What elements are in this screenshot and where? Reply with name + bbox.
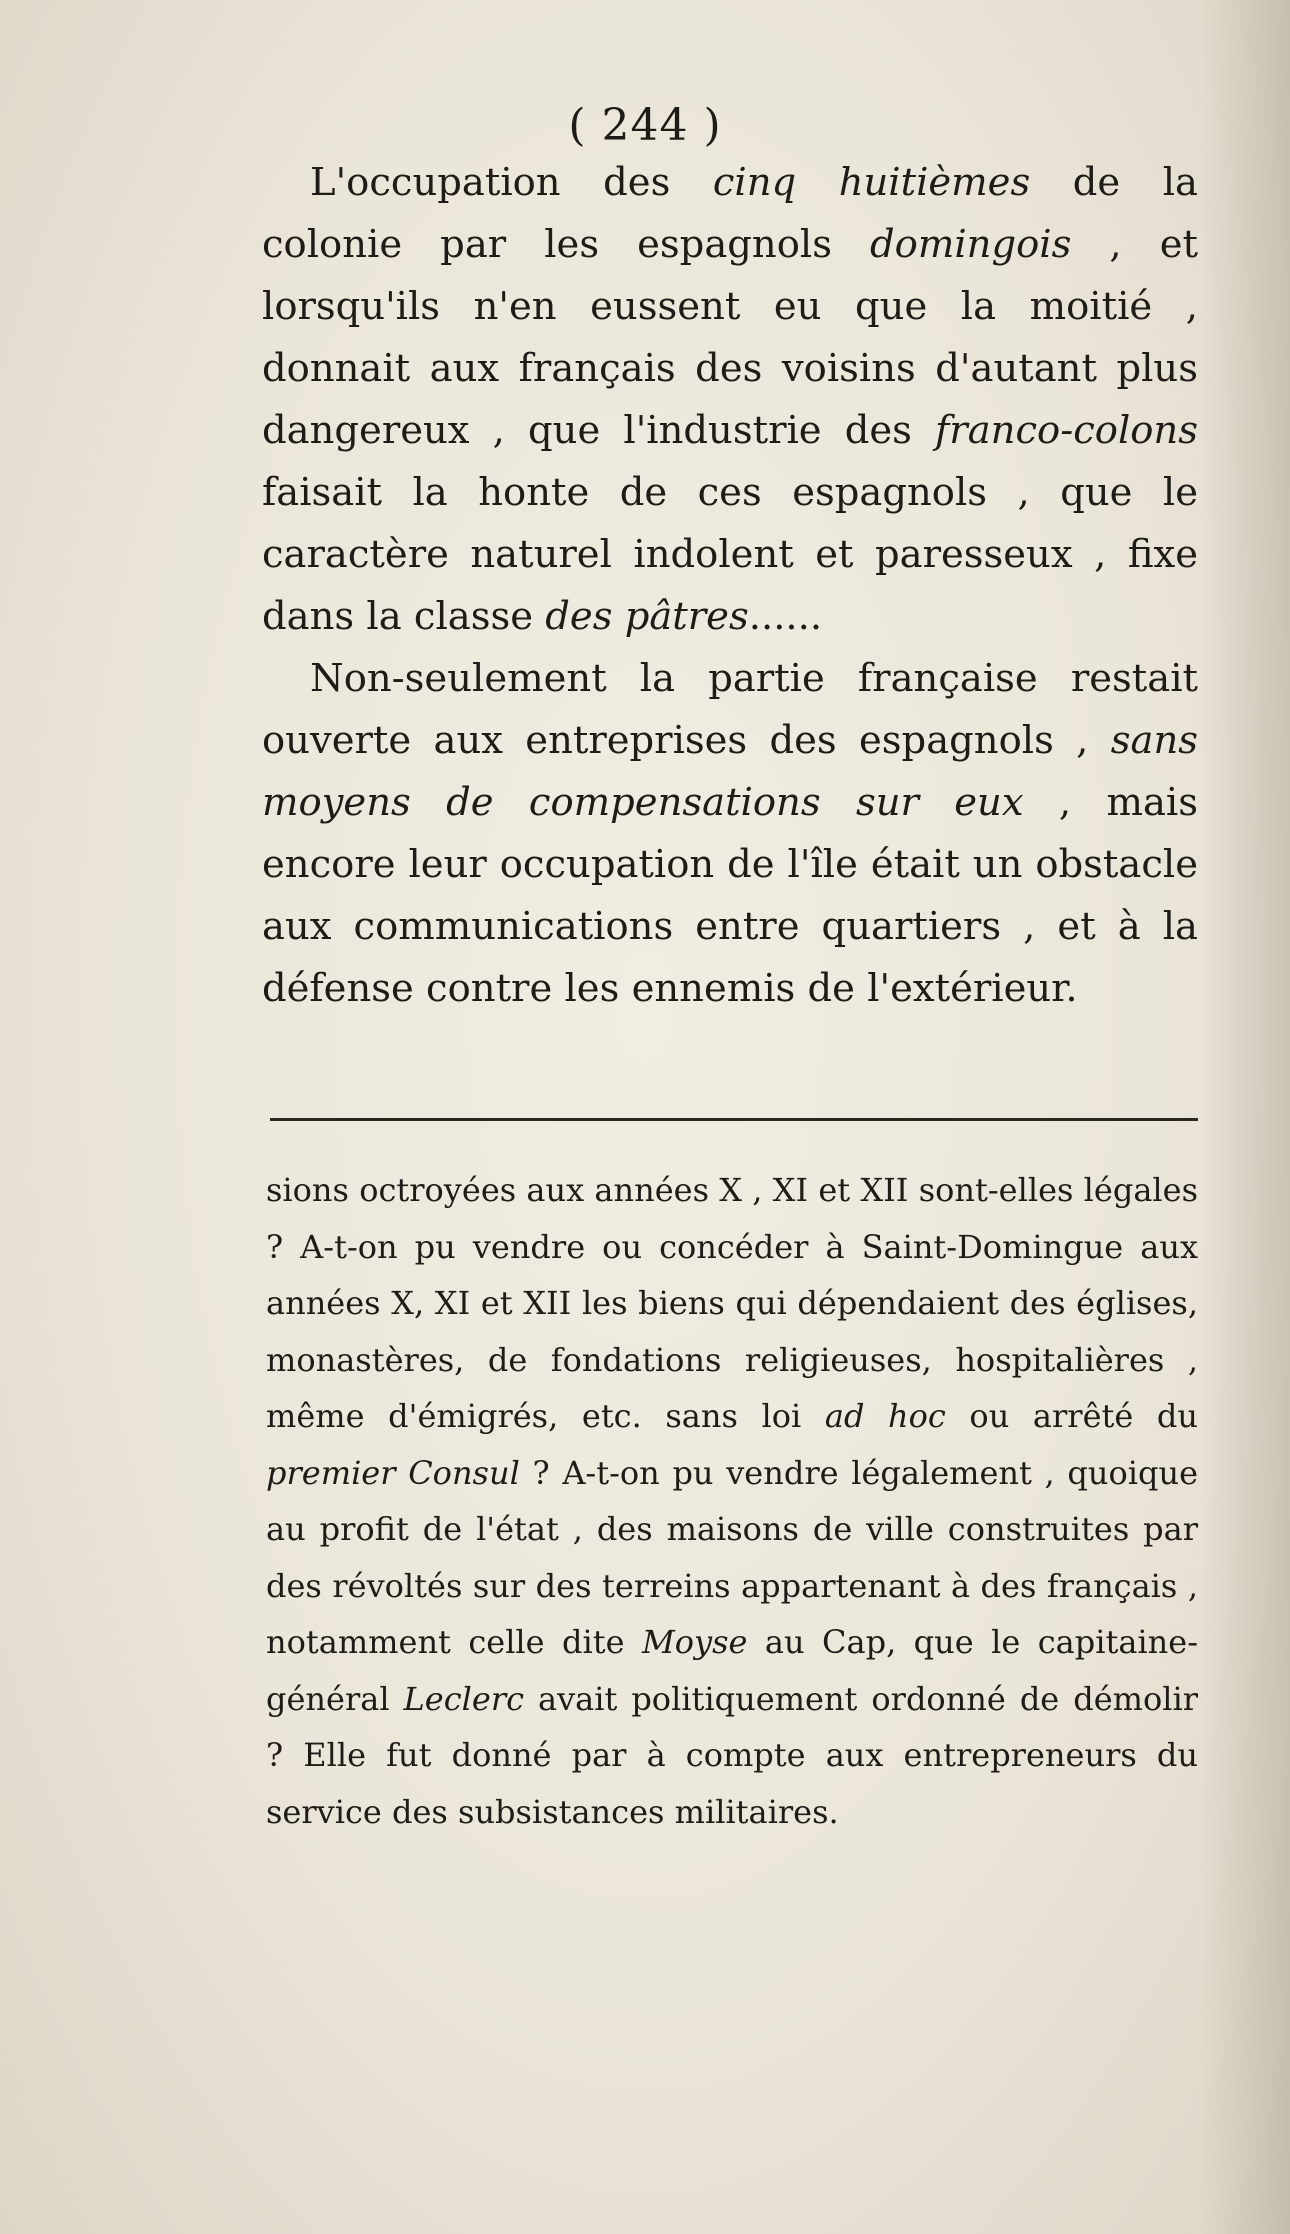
- italic-run: sans moyens de compensations sur eux: [262, 718, 1198, 825]
- main-paragraph: [262, 152, 1198, 648]
- text-run: avait politiquement ordonné de démolir ? Elle fut donné par à compte aux entrepreneurs du service des subsistances militaires.: [266, 1679, 1198, 1831]
- text-run: sions octroyées aux années X , XI et XII sont-elles légales ? A-t-on pu vendre ou concéder à Saint-Domingue aux années X, XI et XII les biens qui dépendaient des églises, monastères, de fondations religieuses, hospitalières , même d'émigrés, etc. sans loi: [266, 1171, 1198, 1435]
- text-run: au Cap, que le capitaine-général: [266, 1623, 1199, 1718]
- footnote: [266, 1162, 1198, 1840]
- text-run: faisait la honte de ces espagnols , que le caractère naturel indolent et paresseux , fixe dans la classe: [262, 470, 1198, 639]
- text-run: , et lorsqu'ils n'en eussent eu que la moitié , donnait aux français des voisins d'autant plus dangereux , que l'industrie des: [262, 222, 1198, 453]
- text-run: ......: [748, 594, 823, 639]
- italic-run: ad hoc: [824, 1397, 946, 1435]
- text-run: de la colonie par les espagnols: [262, 160, 1198, 267]
- page-number: ( 244 ): [568, 100, 722, 151]
- text-run: , mais encore leur occupation de l'île était un obstacle aux communications entre quartiers , et à la défense contre les ennemis de l'extérieur.: [262, 780, 1199, 1011]
- italic-run: Moyse: [642, 1623, 748, 1661]
- italic-run: domingois: [870, 222, 1072, 267]
- main-paragraph: [262, 648, 1198, 1020]
- page-edge-shadow: [1200, 0, 1290, 2234]
- italic-run: premier Consul: [266, 1453, 520, 1492]
- text-run: Non-seulement la partie française restait ouverte aux entreprises des espagnols ,: [262, 656, 1198, 763]
- italic-run: Leclerc: [403, 1679, 525, 1718]
- footnote-paragraph: [266, 1162, 1198, 1840]
- text-run: L'occupation des: [310, 160, 713, 205]
- footnote-separator: [270, 1118, 1198, 1121]
- italic-run: cinq huitièmes: [712, 160, 1031, 205]
- italic-run: franco-colons: [935, 408, 1198, 453]
- text-run: ? A-t-on pu vendre légalement , quoique au profit de l'état , des maisons de ville construites par des révoltés sur des terreins appartenant à des français , notamment celle dite: [266, 1453, 1199, 1661]
- text-run: ou arrêté du: [945, 1397, 1199, 1435]
- main-text: [262, 152, 1198, 1020]
- italic-run: des pâtres: [545, 594, 749, 639]
